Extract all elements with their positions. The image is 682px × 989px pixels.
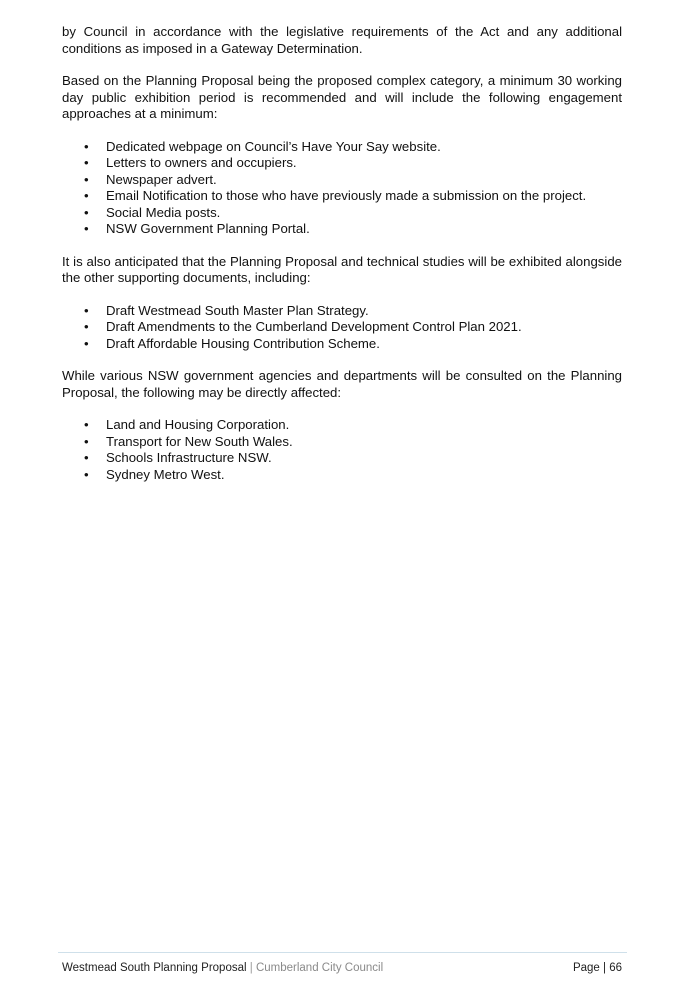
list-item-text: Letters to owners and occupiers. — [106, 155, 297, 170]
footer-divider — [58, 952, 627, 953]
footer-document-info — [62, 961, 383, 975]
affected-agencies-list — [62, 417, 622, 483]
supporting-documents-list — [62, 303, 622, 353]
bullet-icon: • — [84, 302, 89, 318]
paragraph-affected-agencies: While various NSW government agencies and departments will be consulted on the Planning Proposal, the following may be directly affected: — [62, 368, 622, 400]
paragraph-supporting-documents: It is also anticipated that the Planning Proposal and technical studies will be exhibited alongside the other supporting documents, including: — [62, 253, 622, 285]
bullet-icon: • — [84, 155, 89, 170]
list-item — [62, 172, 622, 189]
list-item-text: NSW Government Planning Portal. — [106, 221, 310, 236]
bullet-icon: • — [84, 466, 89, 482]
page-footer — [62, 961, 622, 975]
list-item — [62, 319, 622, 336]
footer-organisation: Cumberland City Council — [255, 962, 384, 974]
list-item-text: Email Notification to those who have previously made a submission on the project. — [106, 188, 587, 203]
footer-page-number: Page | 66 — [572, 962, 622, 974]
list-item — [62, 336, 622, 353]
bullet-icon: • — [84, 221, 89, 236]
bullet-icon: • — [84, 433, 89, 449]
list-item — [62, 205, 622, 222]
engagement-approaches-list — [62, 139, 622, 238]
bullet-icon: • — [84, 188, 89, 203]
list-item-text: Transport for New South Wales. — [106, 433, 293, 449]
list-item-text: Social Media posts. — [106, 204, 221, 220]
bullet-icon: • — [84, 171, 89, 187]
list-item — [62, 155, 622, 172]
list-item-text: Draft Amendments to the Cumberland Development Control Plan 2021. — [106, 319, 522, 334]
list-item-text: Sydney Metro West. — [106, 466, 225, 482]
list-item — [62, 434, 622, 451]
list-item — [62, 467, 622, 484]
list-item-text: Schools Infrastructure NSW. — [106, 450, 272, 465]
page-body — [62, 24, 622, 499]
bullet-icon: • — [84, 204, 89, 220]
list-item-text: Draft Westmead South Master Plan Strategy. — [106, 302, 369, 318]
list-item — [62, 139, 622, 156]
list-item-text: Dedicated webpage on Council’s Have Your Say website. — [106, 138, 441, 154]
footer-separator: | — [249, 962, 253, 974]
list-item-text: Land and Housing Corporation. — [106, 417, 290, 432]
paragraph-gateway-determination: by Council in accordance with the legislative requirements of the Act and any additional conditions as imposed in a Gateway Determination. — [62, 24, 622, 56]
paragraph-exhibition-period: Based on the Planning Proposal being the proposed complex category, a minimum 30 working day public exhibition period is recommended and will include the following engagement approaches at a minimum: — [62, 73, 622, 121]
bullet-icon: • — [84, 450, 89, 465]
list-item — [62, 417, 622, 434]
bullet-icon: • — [84, 335, 89, 351]
bullet-icon: • — [84, 417, 89, 432]
footer-document-title: Westmead South Planning Proposal — [62, 962, 247, 974]
list-item-text: Draft Affordable Housing Contribution Scheme. — [106, 335, 380, 351]
list-item — [62, 303, 622, 320]
list-item — [62, 221, 622, 238]
bullet-icon: • — [84, 319, 89, 334]
bullet-icon: • — [84, 138, 89, 154]
list-item — [62, 450, 622, 467]
list-item-text: Newspaper advert. — [106, 171, 217, 187]
list-item — [62, 188, 622, 205]
